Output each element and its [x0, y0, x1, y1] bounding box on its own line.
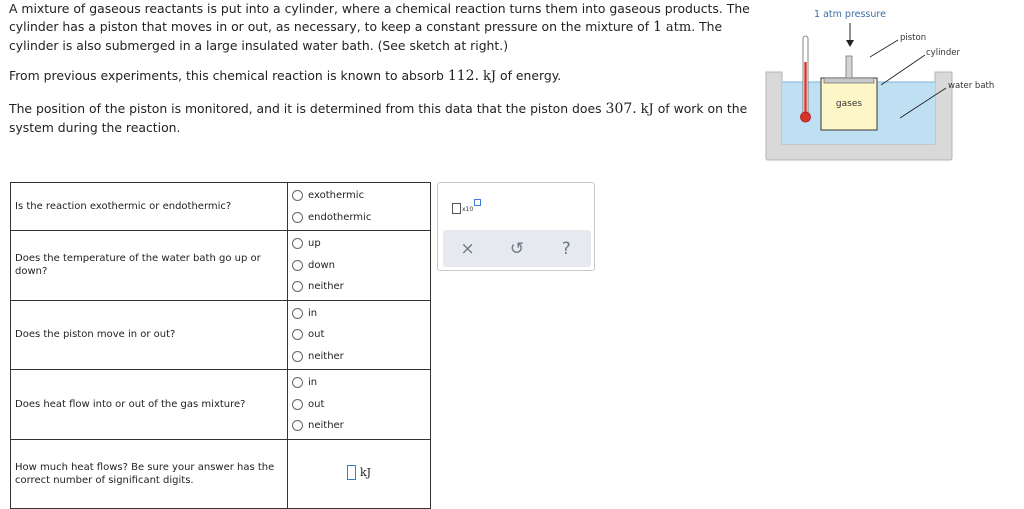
question-table [10, 182, 431, 509]
option-label: out [308, 398, 325, 410]
heat-answer-input[interactable] [347, 465, 356, 480]
question-row [11, 231, 431, 301]
answer-cell [288, 439, 431, 508]
question-text: Is the reaction exothermic or endothermic? [11, 183, 288, 231]
radio-button[interactable] [292, 329, 303, 340]
thermometer-bulb [801, 112, 811, 122]
clear-button[interactable]: × [460, 238, 475, 259]
intro-text: of work on the system during the reaction. [9, 101, 748, 135]
option-label: neither [308, 281, 344, 293]
option-group [288, 183, 431, 231]
option-label: neither [308, 350, 344, 362]
option-label: in [308, 307, 318, 319]
radio-button[interactable] [292, 420, 303, 431]
radio-button[interactable] [292, 238, 303, 249]
intro-text: of energy. [496, 68, 562, 83]
intro-text: A mixture of gaseous reactants is put into a cylinder, where a chemical reaction turns them into gaseous products. The cylinder has a piston that moves in or out, as necessary, to keep a constant pressure on the mixture of [9, 1, 750, 34]
option-group [288, 370, 431, 440]
option-group [288, 231, 431, 301]
option-label: neither [308, 420, 344, 432]
question-row [11, 370, 431, 440]
math-tool-panel [437, 182, 595, 271]
pressure-arrowhead [846, 40, 854, 47]
energy-unit: kJ [482, 69, 497, 84]
undo-button[interactable]: ↺ [509, 238, 525, 259]
help-button[interactable]: ? [561, 238, 571, 259]
thermometer-mercury [804, 62, 806, 116]
work-value: 307. [605, 101, 637, 117]
option-label: in [308, 377, 318, 389]
mantissa-box-icon [452, 203, 461, 214]
radio-button[interactable] [292, 281, 303, 292]
option-label: endothermic [308, 211, 372, 223]
pressure-label: 1 atm pressure [814, 9, 886, 20]
question-row [11, 183, 431, 231]
exponent-box-icon [474, 199, 481, 206]
gases-label: gases [835, 99, 863, 109]
option-label: out [308, 329, 325, 341]
piston [824, 78, 874, 83]
pressure-unit: atm [665, 20, 692, 35]
radio-button[interactable] [292, 399, 303, 410]
water-bath-label: water bath [948, 81, 995, 91]
radio-button[interactable] [292, 308, 303, 319]
piston-label: piston [900, 33, 927, 43]
cylinder-label: cylinder [926, 48, 960, 58]
radio-button[interactable] [292, 190, 303, 201]
intro-text: From previous experiments, this chemical reaction is known to absorb [9, 68, 448, 83]
work-unit: kJ [640, 102, 654, 117]
option-group [288, 300, 431, 370]
x10-label: x10 [462, 206, 474, 213]
option-out[interactable] [292, 324, 430, 346]
intro-paragraph-1 [9, 0, 759, 55]
answer-unit: kJ [359, 465, 372, 479]
radio-button[interactable] [292, 377, 303, 388]
question-text: How much heat flows? Be sure your answer has the correct number of significant digits. [11, 439, 288, 508]
option-neither[interactable] [292, 276, 430, 298]
intro-paragraph-2 [9, 67, 759, 86]
piston-rod [846, 56, 852, 78]
option-in[interactable] [292, 303, 430, 325]
option-neither[interactable] [292, 346, 430, 368]
radio-button[interactable] [292, 351, 303, 362]
option-out[interactable] [292, 394, 430, 416]
question-row [11, 439, 431, 508]
intro-paragraph-3 [9, 100, 759, 137]
answer-toolbar [443, 230, 591, 267]
radio-button[interactable] [292, 260, 303, 271]
apparatus-sketch [760, 0, 1024, 170]
problem-statement [9, 0, 759, 137]
intro-text: The position of the piston is monitored, and it is determined from this data that the piston does [9, 101, 606, 116]
heat-answer [347, 465, 371, 480]
option-up[interactable] [292, 233, 430, 255]
question-text: Does heat flow into or out of the gas mixture? [11, 370, 288, 440]
option-in[interactable] [292, 372, 430, 394]
option-label: up [308, 238, 321, 250]
option-down[interactable] [292, 255, 430, 277]
option-label: exothermic [308, 190, 365, 202]
option-exothermic[interactable] [292, 185, 430, 207]
question-text: Does the temperature of the water bath go up or down? [11, 231, 288, 301]
option-label: down [308, 259, 335, 271]
question-text: Does the piston move in or out? [11, 300, 288, 370]
option-neither[interactable] [292, 415, 430, 437]
energy-value: 112. [447, 68, 480, 84]
intro-text: . The cylinder is also submerged in a large insulated water bath. (See sketch at right.) [9, 19, 723, 53]
piston-pointer [870, 40, 898, 57]
question-row [11, 300, 431, 370]
cylinder-pointer [881, 55, 925, 85]
pressure-value: 1 [653, 19, 662, 35]
radio-button[interactable] [292, 212, 303, 223]
option-endothermic[interactable] [292, 207, 430, 229]
